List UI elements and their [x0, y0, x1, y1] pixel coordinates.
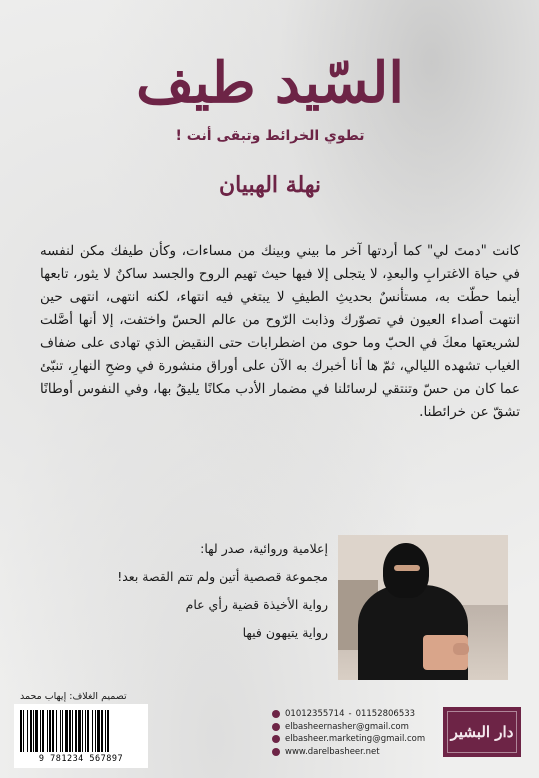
- phone-icon: [272, 710, 280, 718]
- website-row: [272, 746, 434, 759]
- email-address-1[interactable]: elbasheernasher@gmail.com: [285, 721, 409, 732]
- author-bio: [117, 535, 328, 647]
- bio-line: رواية يتيهون فيها: [242, 625, 328, 640]
- publisher-logo-text: دار البشير: [450, 723, 514, 741]
- publisher-logo: [443, 707, 521, 757]
- email-row: [272, 733, 434, 746]
- isbn-number: 9 781234 567897: [38, 754, 124, 764]
- author-name: نهلة الهبيان: [218, 172, 322, 198]
- email-icon: [272, 723, 280, 731]
- bio-line: مجموعة قصصية أتين ولم تتم القصة بعد!: [117, 569, 328, 584]
- bio-line: رواية الأخيذة قضية رأي عام: [185, 597, 328, 612]
- book-title: السّيد طيف: [136, 50, 404, 116]
- email-icon: [272, 735, 280, 743]
- cover-designer-credit: تصميم الغلاف: إيهاب محمد: [20, 691, 127, 702]
- phone-row: 01012355714 - 01152806533: [272, 708, 434, 721]
- book-subtitle: تطوي الخرائط وتبقى أنت !: [175, 128, 365, 144]
- publisher-contacts: [272, 708, 434, 758]
- barcode-bars: [20, 710, 142, 754]
- globe-icon: [272, 748, 280, 756]
- email-row: [272, 721, 434, 734]
- bio-line: إعلامية وروائية، صدر لها:: [200, 541, 328, 556]
- isbn-barcode: [14, 704, 148, 768]
- phone-number-2: 01152806533: [355, 709, 416, 720]
- back-cover-blurb: كانت "دمتَ لي" كما أردتها آخر ما بيني وبينك من مساءات، وكأن طيفك مكن لنفسه في حياة الاغترابِ والبعدِ، لا يتجلى إلا فيها حيث تهيم الروح والجسد ساكنٌ لا يثور، تابعها أينما حطّت به، مستأنسٌ بحديثِ الطيفِ لا يبتغي فيه انتهاء، لكنه انتهى، انتهى حين انتهت أصداء العيون في تصوّرك وذابت الرّوح من عالم الحسّ واختفت، إلا أنها أصَّلت لشريعتها معكَ في الحبّ وما حوى من اضطرابات حتى النقيض الذي تهادى على ضفاف الغياب تشهده الليالي، ثمّ ها أنا أخبرك به الآن على أوراق منشورة في وضحِ النهارِ، تنبّئ عما كان من حسّ وتنتقي لرسائلنا في مضمار الأدب مكانًا يليقُ بها، وفي النفوس أوطانًا تشقّ عن خرائطنا.: [40, 243, 520, 420]
- phone-number-1: 01012355714: [285, 709, 345, 720]
- email-address-2[interactable]: elbasheer.marketing@gmail.com: [285, 734, 426, 745]
- website-link[interactable]: www.darelbasheer.net: [285, 746, 380, 757]
- author-photo: [338, 535, 508, 680]
